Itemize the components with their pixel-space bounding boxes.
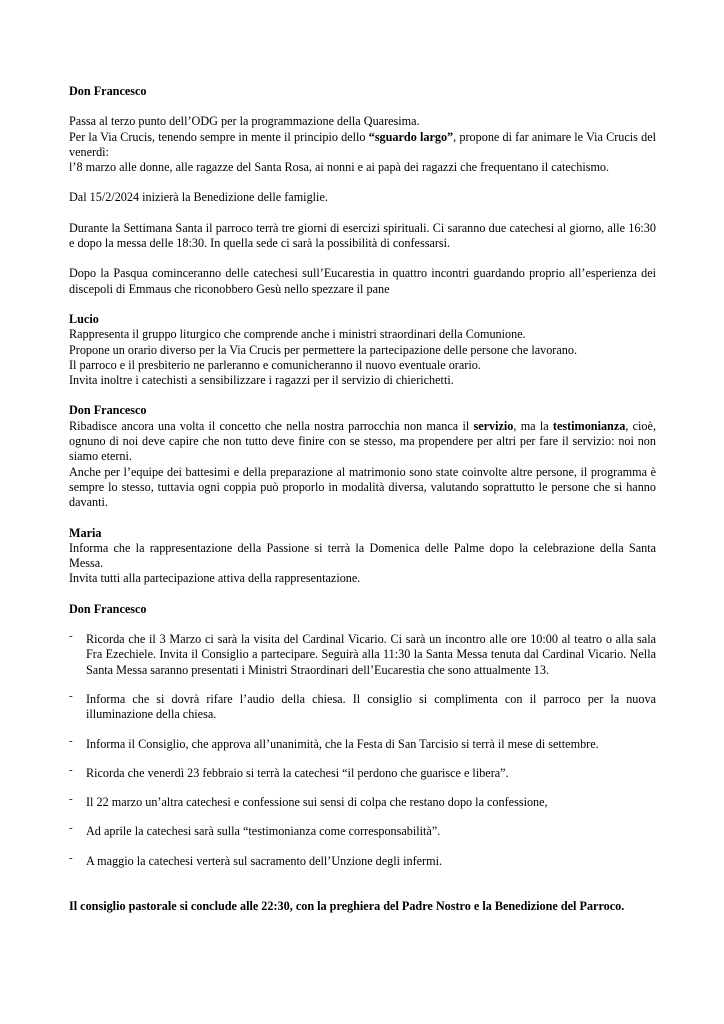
- dash-bullet: -: [69, 822, 73, 835]
- paragraph: Ribadisce ancora una volta il concetto che nella nostra parrocchia non manca il servizio, ma la testimonianza, cioè, ognuno di noi deve capire che non tutto deve finire con se stesso, ma propendere per altri per fare il servizio: noi non siamo eterni.: [69, 418, 656, 464]
- minutes-body: [69, 84, 656, 914]
- dash-bullet: -: [69, 689, 73, 702]
- speaker-name: Lucio: [69, 311, 99, 326]
- paragraph: Il parroco e il presbiterio ne parleranno e comunicheranno il nuovo eventuale orario.: [69, 357, 481, 372]
- paragraph: Durante la Settimana Santa il parroco terrà tre giorni di esercizi spirituali. Ci saranno due catechesi al giorno, alle 16:30 e dopo la messa delle 18:30. In quella sede ci sarà la possibilità di confessarsi.: [69, 220, 656, 251]
- dash-bullet: -: [69, 793, 73, 806]
- paragraph: Dal 15/2/2024 inizierà la Benedizione delle famiglie.: [69, 190, 328, 205]
- speaker-name: Maria: [69, 525, 102, 540]
- closing-statement: Il consiglio pastorale si conclude alle 22:30, con la preghiera del Padre Nostro e la Benedizione del Parroco.: [69, 898, 625, 913]
- bold-word: testimonianza: [552, 418, 626, 433]
- dash-bullet: -: [69, 734, 73, 747]
- list-item: - A maggio la catechesi verterà sul sacramento dell’Unzione degli infermi.: [69, 851, 443, 868]
- paragraph: Per la Via Crucis, tenendo sempre in mente il principio dello “sguardo largo”, propone di far animare le Via Crucis del venerdì:: [69, 129, 656, 159]
- paragraph: Rappresenta il gruppo liturgico che comprende anche i ministri straordinari della Comunione.: [69, 327, 526, 342]
- dash-bullet: -: [69, 630, 73, 643]
- speaker-name: Don Francesco: [69, 403, 147, 418]
- paragraph: Dopo la Pasqua cominceranno delle catechesi sull’Eucarestia in quattro incontri guardando proprio all’esperienza dei discepoli di Emmaus che riconobbero Gesù nello spezzare il pane: [69, 266, 656, 296]
- paragraph: Passa al terzo punto dell’ODG per la programmazione della Quaresima.: [69, 114, 420, 129]
- list-item: - Informa che si dovrà rifare l’audio della chiesa. Il consiglio si complimenta con il parroco per la nuova illuminazione della chiesa.: [69, 689, 656, 722]
- dash-bullet: -: [69, 763, 73, 776]
- paragraph: Invita tutti alla partecipazione attiva della rappresentazione.: [69, 571, 361, 586]
- announcement-list: [69, 632, 656, 869]
- paragraph: l’8 marzo alle donne, alle ragazze del Santa Rosa, ai nonni e ai papà dei ragazzi che frequentano il catechismo.: [69, 160, 610, 175]
- list-item: - Ricorda che il 3 Marzo ci sarà la visita del Cardinal Vicario. Ci sarà un incontro alle ore 10:00 al teatro o alla sala Fra Ezechiele. Invita il Consiglio a partecipare. Seguirà alla 11:30 la Santa Messa tenuta dal Cardinal Vicario. Nella Santa Messa saranno presentati i Ministri Straordinari dell’Eucarestia che sono attualmente 13.: [69, 630, 656, 677]
- bold-word: servizio: [473, 418, 514, 433]
- list-item: - Informa il Consiglio, che approva all’unanimità, che la Festa di San Tarcisio si terrà il mese di settembre.: [69, 734, 599, 751]
- paragraph: Informa che la rappresentazione della Passione si terrà la Domenica delle Palme dopo la celebrazione della Santa Messa.: [69, 540, 656, 571]
- paragraph: Propone un orario diverso per la Via Crucis per permettere la partecipazione delle persone che lavorano.: [69, 342, 577, 357]
- list-item: - Ad aprile la catechesi sarà sulla “testimonianza come corresponsabilità”.: [69, 822, 441, 839]
- dash-bullet: -: [69, 851, 73, 864]
- list-item: - Il 22 marzo un’altra catechesi e confessione sui sensi di colpa che restano dopo la confessione,: [69, 793, 548, 810]
- speaker-name: Don Francesco: [69, 84, 147, 98]
- list-item: - Ricorda che venerdì 23 febbraio si terrà la catechesi “il perdono che guarisce e libera”.: [69, 763, 509, 780]
- bold-phrase: “sguardo largo”: [368, 129, 454, 144]
- paragraph: Invita inoltre i catechisti a sensibilizzare i ragazzi per il servizio di chierichetti.: [69, 373, 454, 388]
- paragraph: Anche per l’equipe dei battesimi e della preparazione al matrimonio sono state coinvolte altre persone, il programma è sempre lo stesso, tuttavia ogni coppia può proporlo in modalità diversa, valutando soprattutto le persone che si hanno davanti.: [69, 464, 656, 510]
- speaker-name: Don Francesco: [69, 601, 147, 616]
